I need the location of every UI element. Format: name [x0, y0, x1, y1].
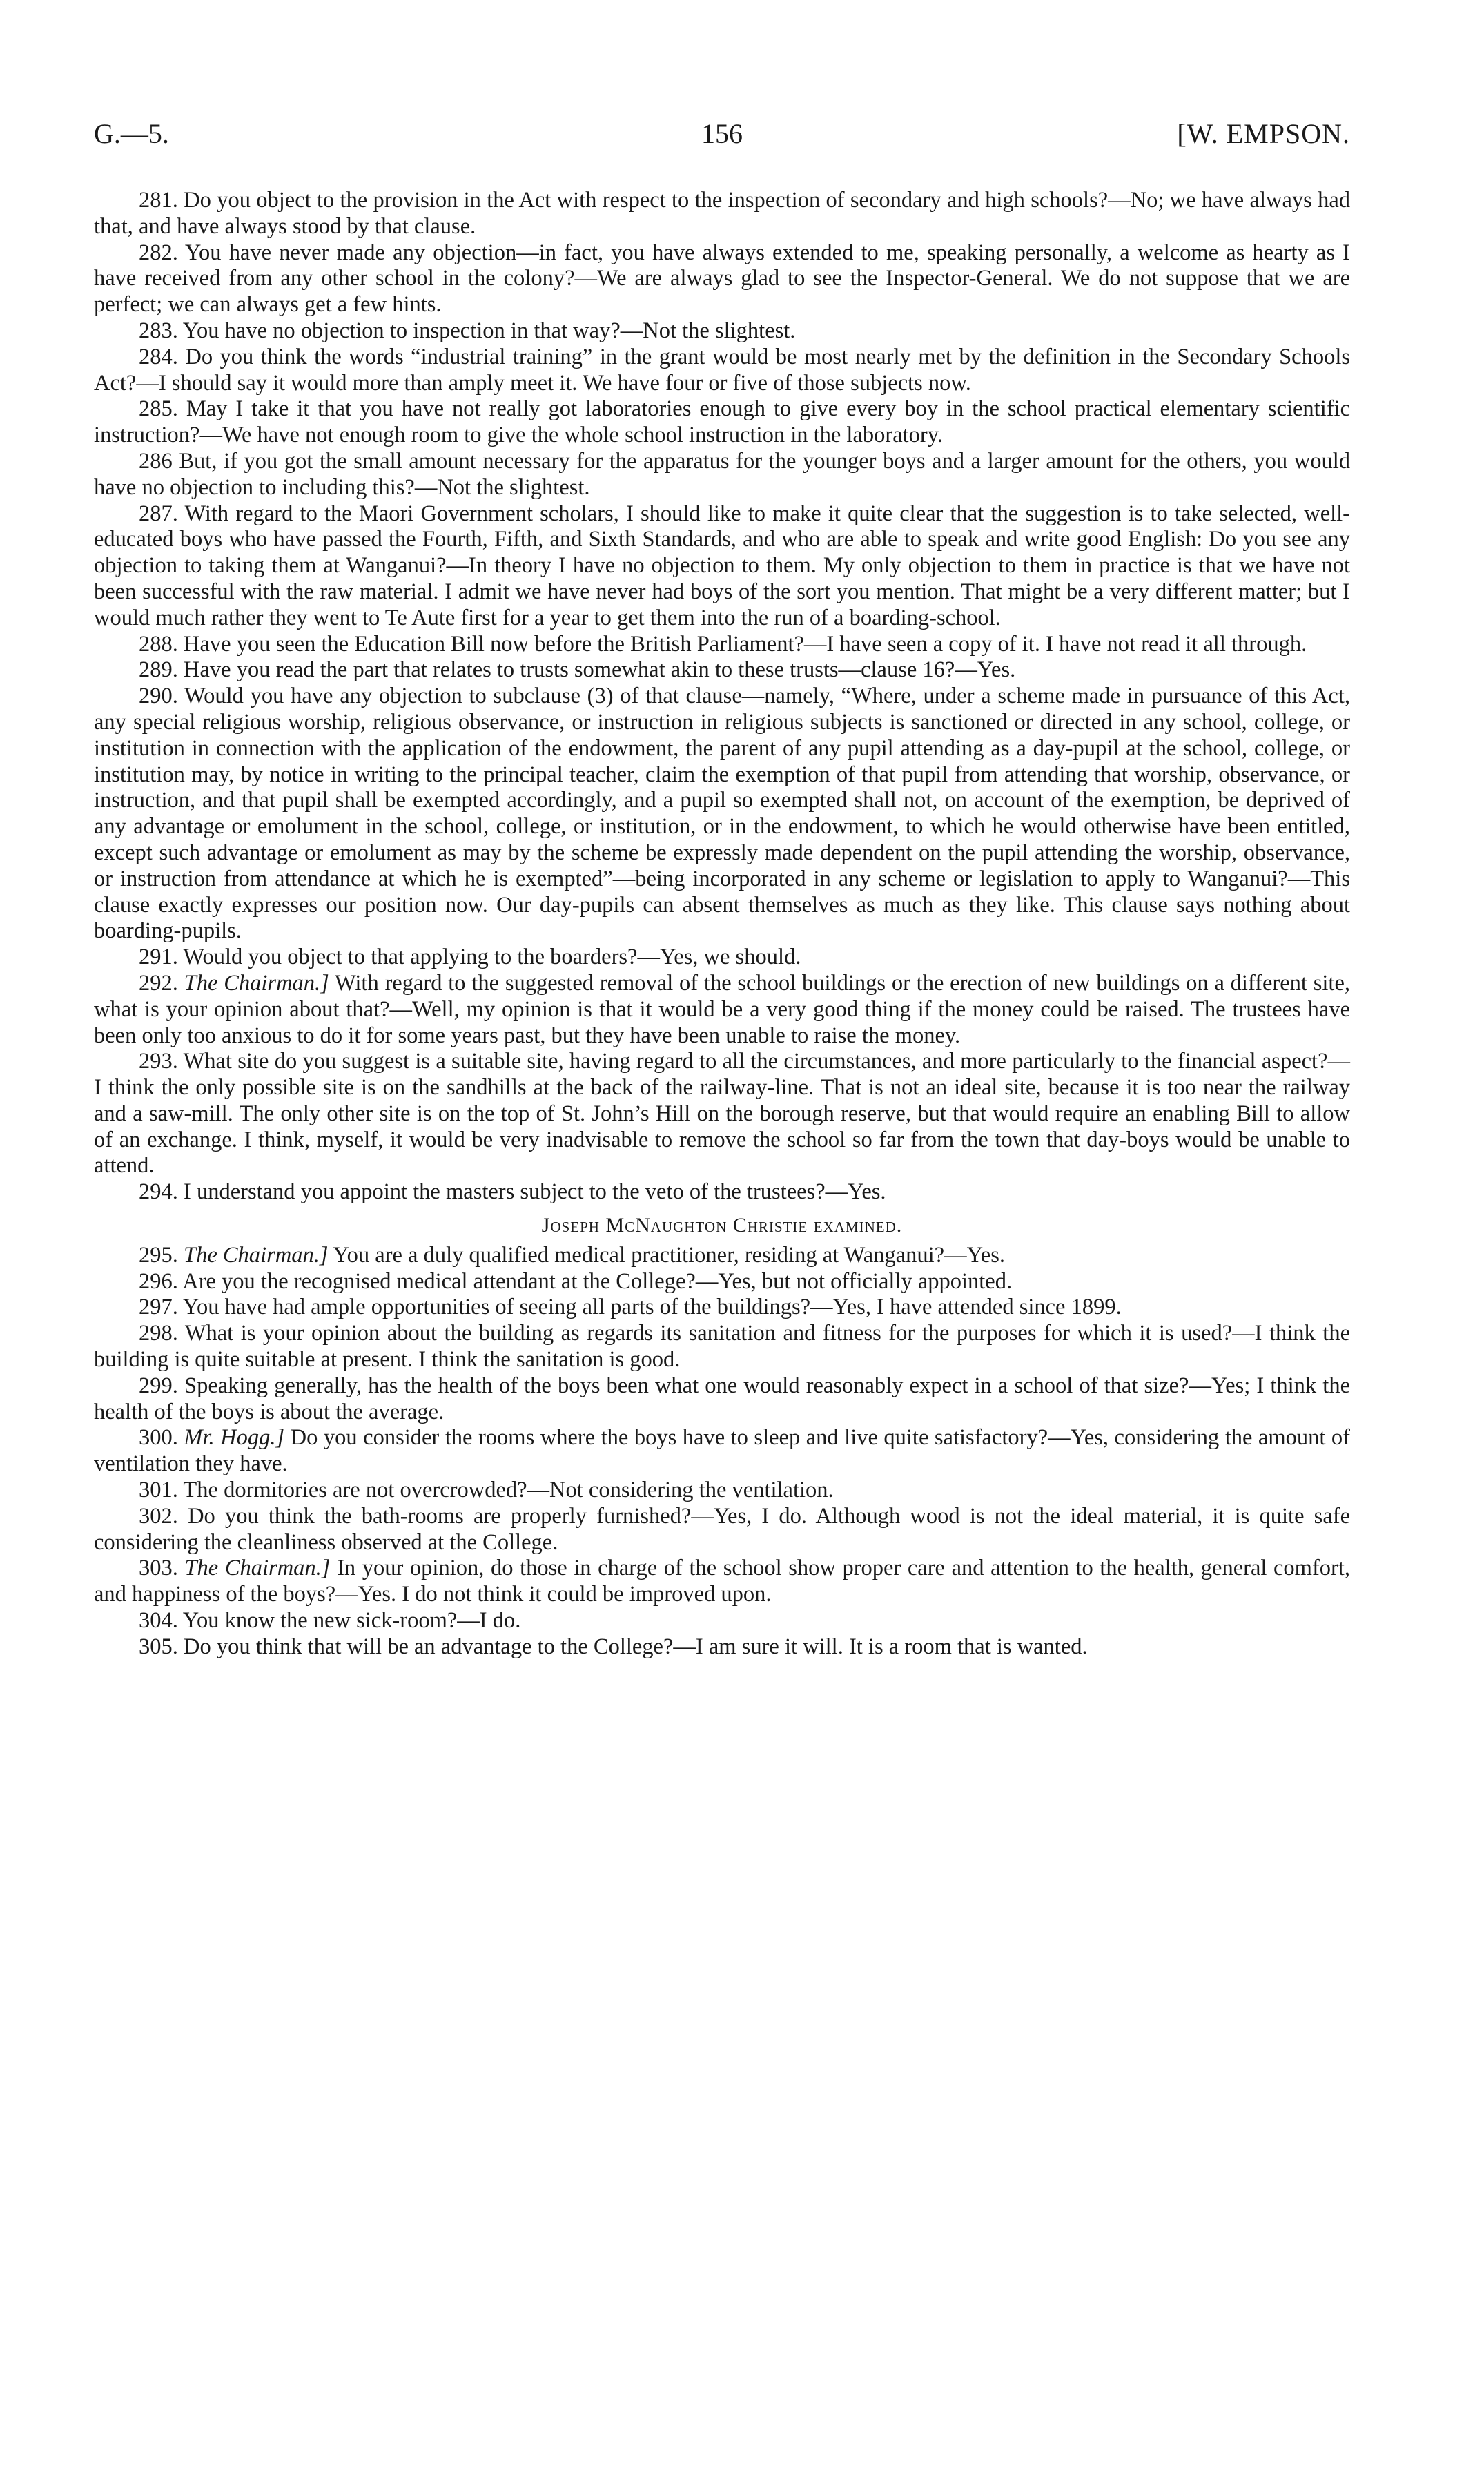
question-text: Have you seen the Education Bill now before the British Parliament?—I have seen a copy of it. I have not read it all through.: [184, 631, 1307, 657]
question-number: 296.: [139, 1268, 178, 1294]
question-text: Do you think that will be an advantage to the College?—I am sure it will. It is a room that is wanted.: [184, 1634, 1088, 1659]
question-number: 290.: [139, 684, 178, 709]
question-number: 303.: [139, 1556, 178, 1581]
page-body: [94, 188, 1350, 1661]
question-paragraph: [94, 1049, 1350, 1179]
question-paragraph: [94, 1425, 1350, 1478]
question-number: 299.: [139, 1373, 178, 1398]
question-number: 297.: [139, 1295, 178, 1320]
question-text: You have no objection to inspection in that way?—Not the slightest.: [182, 318, 796, 343]
speaker-name: The Chairman.]: [184, 1242, 329, 1268]
question-number: 285.: [139, 396, 178, 422]
question-number: 295.: [139, 1242, 178, 1268]
question-paragraph: [94, 1556, 1350, 1608]
question-text: Are you the recognised medical attendant at the College?—Yes, but not officially appointed.: [182, 1268, 1013, 1294]
question-paragraph: [94, 684, 1350, 945]
question-number: 293.: [139, 1049, 178, 1074]
witness-heading: Joseph McNaughton Christie examined.: [541, 1214, 903, 1237]
question-paragraph: [94, 971, 1350, 1049]
question-paragraph: [94, 1504, 1350, 1556]
page-header: [94, 117, 1350, 159]
question-text: In your opinion, do those in charge of the school show proper care and attention to the health, general comfort, and happiness of the boys?—Yes. I do not think it could be improved upon.: [94, 1556, 1351, 1607]
question-text: Do you object to the provision in the Act with respect to the inspection of secondary and high schools?—No; we have always had that, and have always stood by that clause.: [94, 188, 1350, 239]
question-paragraph: [94, 396, 1350, 449]
question-text: What site do you suggest is a suitable site, having regard to all the circumstances, and more particularly to the financial aspect?—I think the only possible site is on the sandhills at the back of the railway-line. That is not an ideal site, because it is too near the railway and a saw-mill. The only other site is on the top of St. John’s Hill on the borough reserve, but that would require an enabling Bill to allow of an exchange. I think, myself, it would be very inadvisable to remove the school so far from the town that day-boys would be unable to attend.: [94, 1049, 1350, 1179]
question-text: But, if you got the small amount necessary for the apparatus for the younger boys and a larger amount for the others, you would have no objection to including this?—Not the slightest.: [94, 448, 1351, 500]
question-text: You have had ample opportunities of seeing all parts of the buildings?—Yes, I have attended since 1899.: [182, 1295, 1122, 1320]
question-number: 288.: [139, 631, 178, 657]
question-paragraph: [94, 657, 1350, 684]
question-number: 298.: [139, 1321, 178, 1346]
question-text: You have never made any objection—in fact, you have always extended to me, speaking personally, a welcome as hearty as I have received from any other school in the colony?—We are always glad to see the Inspector-General. We do not suppose that we are perfect; we can always get a few hints.: [94, 240, 1350, 318]
speaker-name: The Chairman.]: [184, 1556, 331, 1581]
testimony-section-empson: [94, 188, 1350, 1206]
question-text: The dormitories are not overcrowded?—Not considering the ventilation.: [183, 1478, 834, 1503]
question-paragraph: [94, 240, 1350, 318]
question-number: 283.: [139, 318, 178, 343]
question-number: 300.: [139, 1425, 178, 1451]
question-number: 301.: [139, 1478, 178, 1503]
document-reference: G.—5.: [94, 118, 169, 149]
question-text: Would you object to that applying to the boarders?—Yes, we should.: [183, 945, 801, 970]
question-text: Speaking generally, has the health of the boys been what one would reasonably expect in a school of that size?—Yes; I think the health of the boys is about the average.: [94, 1373, 1350, 1424]
speaker-name: The Chairman.]: [184, 970, 329, 996]
question-number: 286: [139, 448, 173, 474]
question-number: 291.: [139, 945, 178, 970]
question-number: 281.: [139, 188, 178, 213]
question-text: You are a duly qualified medical practitioner, residing at Wanganui?—Yes.: [333, 1242, 1005, 1268]
question-paragraph: [94, 345, 1350, 397]
question-number: 305.: [139, 1634, 178, 1659]
question-paragraph: [94, 1608, 1350, 1634]
question-text: May I take it that you have not really got laboratories enough to give every boy in the school practical elementary scientific instruction?—We have not enough room to give the whole school instruction in the laboratory.: [94, 396, 1350, 448]
question-paragraph: [94, 1373, 1350, 1426]
question-text: You know the new sick-room?—I do.: [182, 1608, 521, 1634]
question-number: 304.: [139, 1608, 178, 1634]
question-number: 284.: [139, 344, 178, 369]
page-number: 156: [701, 118, 743, 149]
question-paragraph: [94, 1243, 1350, 1269]
question-paragraph: [94, 318, 1350, 345]
question-paragraph: [94, 1179, 1350, 1206]
question-text: Do you think the words “industrial training” in the grant would be most nearly met by the definition in the Secondary Schools Act?—I should say it would more than amply meet it. We have four or five of those subjects now.: [94, 344, 1350, 396]
question-paragraph: [94, 1269, 1350, 1295]
testimony-section-christie: [94, 1243, 1350, 1661]
question-paragraph: [94, 945, 1350, 971]
question-text: With regard to the Maori Government scholars, I should like to make it quite clear that the suggestion is to take selected, well-educated boys who have passed the Fourth, Fifth, and Sixth Standards, and who are able to speak and write good English: Do you see any objection to taking them at Wanganui?—In theory I have no objection to them. My only objection to them in practice is that we have not been successful with the raw material. I admit we have never had boys of the sort you mention. That might be a very different matter; but I would much rather they went to Te Aute first for a year to get them into the run of a boarding-school.: [94, 501, 1350, 630]
question-paragraph: [94, 1295, 1350, 1321]
question-number: 282.: [139, 240, 178, 265]
speaker-name: Mr. Hogg.]: [184, 1425, 285, 1451]
question-paragraph: [94, 188, 1350, 240]
question-paragraph: [94, 501, 1350, 632]
question-text: Would you have any objection to subclause (3) of that clause—namely, “Where, under a scheme made in pursuance of this Act, any special religious worship, religious observance, or instruction in religious subjects is sanctioned or directed in any school, college, or institution in connection with the application of the endowment, the parent of any pupil attending as a day-pupil at the school, college, or institution may, by notice in writing to the principal teacher, claim the exemption of that pupil from attending that worship, observance, or instruction, and that pupil shall be exempted accordingly, and a pupil so exempted shall not, on account of the exemption, be deprived of any advantage or emolument in the school, college, or institution, or in the endowment, to which he would otherwise have been entitled, except such advantage or emolument as may by the scheme be expressly made dependent on the pupil attending the worship, observance, or instruction from attendance at which he is exempted”—being incorporated in any scheme or legislation to apply to Wanganui?—This clause exactly expresses our position now. Our day-pupils can absent themselves as much as they like. This clause says nothing about boarding-pupils.: [94, 684, 1350, 944]
question-number: 302.: [139, 1503, 178, 1529]
question-number: 292.: [139, 970, 178, 996]
question-text: What is your opinion about the building as regards its sanitation and fitness for the purposes for which it is used?—I think the building is quite suitable at present. I think the sanitation is good.: [94, 1321, 1350, 1373]
question-text: Have you read the part that relates to trusts somewhat akin to these trusts—clause 16?—Yes.: [184, 657, 1016, 683]
question-text: I understand you appoint the masters subject to the veto of the trustees?—Yes.: [184, 1179, 886, 1205]
question-text: Do you consider the rooms where the boys have to sleep and live quite satisfactory?—Yes, considering the amount of ventilation they have.: [94, 1425, 1350, 1477]
question-number: 289.: [139, 657, 178, 683]
question-paragraph: [94, 632, 1350, 658]
question-number: 294.: [139, 1179, 178, 1205]
question-paragraph: [94, 1478, 1350, 1504]
question-paragraph: [94, 1321, 1350, 1373]
question-text: Do you think the bath-rooms are properly furnished?—Yes, I do. Although wood is not the ideal material, it is quite safe considering the cleanliness observed at the College.: [94, 1503, 1350, 1555]
question-paragraph: [94, 449, 1350, 501]
witness-running-head: [W. EMPSON.: [1177, 118, 1350, 149]
question-text: With regard to the suggested removal of the school buildings or the erection of new buildings on a different site, what is your opinion about that?—Well, my opinion is that it would be a very good thing if the money could be raised. The trustees have been only too anxious to do it for some years past, but they have been unable to raise the money.: [94, 970, 1351, 1048]
question-paragraph: [94, 1634, 1350, 1661]
question-number: 287.: [139, 501, 178, 526]
